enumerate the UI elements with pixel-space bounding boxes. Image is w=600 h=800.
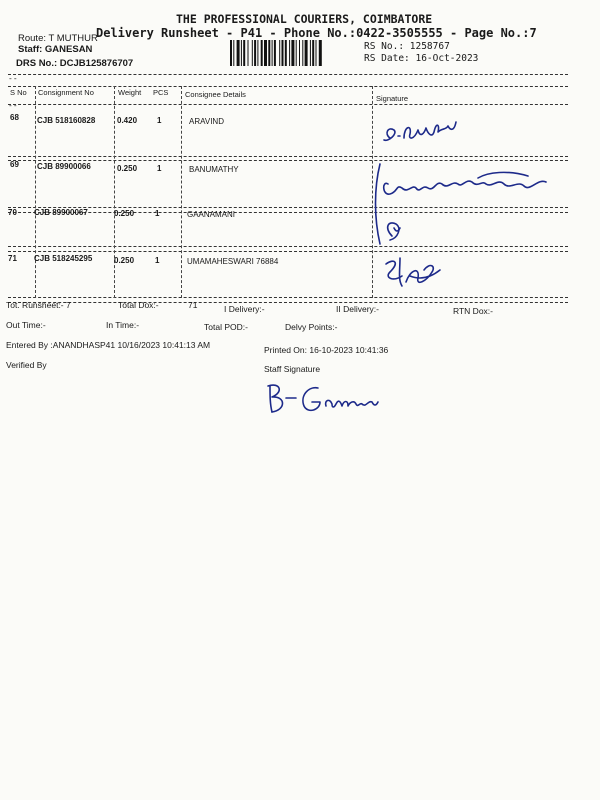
row-consignment: CJB 89900067	[34, 208, 88, 217]
col-header-consignee: Consignee Details	[185, 90, 246, 99]
col-header-sno: S No	[10, 88, 27, 97]
total-dox-label: Total Dox:-	[118, 300, 159, 310]
rs-date: RS Date: 16-Oct-2023	[364, 53, 479, 64]
signature-row-69-70	[368, 158, 568, 250]
row-consignee: BANUMATHY	[189, 165, 239, 174]
rtn-dox: RTN Dox:-	[453, 306, 493, 316]
in-time: In Time:-	[106, 320, 140, 330]
row-consignment: CJB 518245295	[34, 254, 93, 263]
row-consignee: ARAVIND	[189, 117, 224, 126]
row-pcs: 1	[155, 209, 160, 218]
tot-runsheet: Tot. Runsheet:- 7	[6, 300, 71, 310]
row-consignment: CJB 89900066	[37, 162, 91, 171]
route: Route: T MUTHUR	[18, 33, 98, 44]
staff-signature-label: Staff Signature	[264, 364, 321, 374]
row-sno: 71	[8, 254, 17, 263]
second-delivery: II Delivery:-	[336, 304, 379, 314]
staff-signature-handwritten	[262, 382, 382, 416]
rule	[8, 302, 568, 303]
rule	[8, 297, 568, 298]
runsheet-title: Delivery Runsheet - P41 - Phone No.:0422-3505555 - Page No.:7	[96, 26, 537, 40]
row-sno: 68	[10, 113, 19, 122]
entered-by: Entered By :ANANDHASP41 10/16/2023 10:41:13 AM	[6, 340, 211, 350]
column-divider	[35, 86, 36, 298]
col-header-pcs: PCS	[153, 88, 169, 97]
rule	[8, 251, 568, 252]
row-pcs: 1	[157, 116, 162, 125]
row-consignment: CJB 518160828	[37, 116, 96, 125]
barcode-icon	[230, 40, 354, 66]
rule	[8, 156, 568, 157]
row-consignee: GAANAMANI	[187, 210, 236, 219]
out-time: Out Time:-	[6, 320, 46, 330]
rule	[8, 104, 568, 105]
staff: Staff: GANESAN	[18, 44, 93, 55]
row-sno: 69	[10, 160, 19, 169]
signature-row-71	[380, 252, 450, 292]
col-header-weight: Weight	[118, 88, 142, 97]
rule-mark: --	[8, 74, 18, 83]
rule	[8, 86, 568, 87]
delvy-points: Delvy Points:-	[285, 322, 338, 332]
row-pcs: 1	[155, 256, 160, 265]
row-weight: 0.250	[117, 164, 138, 173]
row-weight: 0.250	[114, 209, 135, 218]
company-name: THE PROFESSIONAL COURIERS, COIMBATORE	[176, 12, 433, 26]
signature-row-68	[380, 112, 470, 152]
rs-number: RS No.: 1258767	[364, 41, 450, 52]
row-pcs: 1	[157, 164, 162, 173]
printed-on: Printed On: 16-10-2023 10:41:36	[264, 345, 389, 355]
row-weight: 0.420	[117, 116, 138, 125]
total-dox-value: 71	[188, 300, 198, 310]
col-header-signature: Signature	[376, 94, 409, 103]
column-divider	[114, 86, 115, 298]
rule-mark: --	[8, 101, 18, 110]
row-weight: 0.250	[114, 256, 135, 265]
col-header-consignment: Consignment No	[38, 88, 94, 97]
first-delivery: I Delivery:-	[224, 304, 265, 314]
column-divider	[181, 86, 182, 298]
total-pod: Total POD:-	[204, 322, 248, 332]
row-sno: 70	[8, 208, 17, 217]
rule	[8, 74, 568, 75]
row-consignee: UMAMAHESWARI 76884	[187, 257, 279, 266]
drs-number: DRS No.: DCJB125876707	[16, 58, 134, 69]
verified-by: Verified By	[6, 360, 47, 370]
